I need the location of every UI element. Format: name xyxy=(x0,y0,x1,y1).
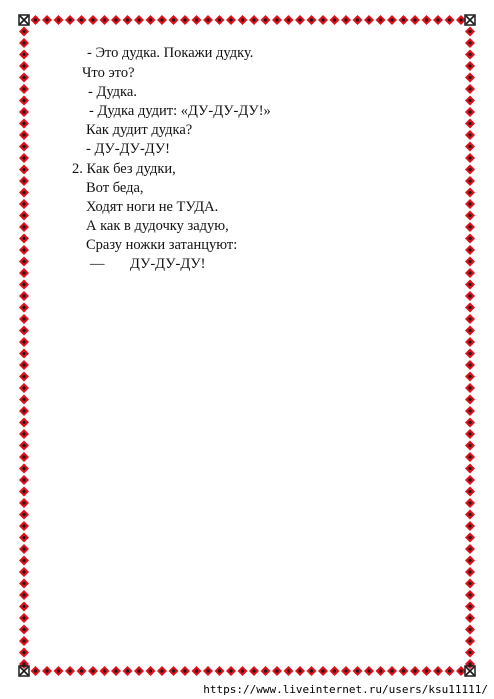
ornament-motif xyxy=(465,222,475,232)
ornament-motif xyxy=(465,153,475,163)
ornament-motif xyxy=(19,280,29,290)
ornament-motif xyxy=(19,130,29,140)
ornament-motif xyxy=(31,666,41,676)
ornament-motif xyxy=(465,556,475,566)
ornament-motif xyxy=(465,314,475,324)
ornament-motif xyxy=(465,107,475,117)
ornament-motif xyxy=(465,648,475,658)
ornament-motif xyxy=(422,15,432,25)
ornament-motif xyxy=(19,314,29,324)
ornament-motif xyxy=(465,567,475,577)
corner-ornament-icon xyxy=(464,14,476,26)
ornament-motif xyxy=(465,418,475,428)
ornament-motif xyxy=(19,73,29,83)
poem-line-final-text: ДУ-ДУ-ДУ! xyxy=(130,256,206,272)
ornament-motif xyxy=(465,326,475,336)
ornament-motif xyxy=(226,15,236,25)
ornament-motif xyxy=(433,666,443,676)
ornament-motif xyxy=(465,130,475,140)
ornament-motif xyxy=(465,291,475,301)
corner-ornament-icon xyxy=(18,14,30,26)
ornament-motif xyxy=(123,15,133,25)
ornament-motif xyxy=(465,475,475,485)
poem-line: А как в дудочку задую, xyxy=(86,218,229,234)
ornament-motif xyxy=(330,666,340,676)
ornament-motif xyxy=(465,429,475,439)
ornament-motif xyxy=(465,61,475,71)
ornament-motif xyxy=(19,648,29,658)
ornament-border-right xyxy=(464,14,476,677)
poem-line: - Это дудка. Покажи дудку. xyxy=(87,45,254,61)
ornament-motif xyxy=(19,602,29,612)
ornament-motif xyxy=(364,15,374,25)
ornament-motif xyxy=(180,666,190,676)
ornament-motif xyxy=(433,15,443,25)
ornament-motif xyxy=(19,429,29,439)
ornament-motif xyxy=(465,625,475,635)
ornament-motif xyxy=(307,666,317,676)
ornament-motif xyxy=(465,142,475,152)
poem-line: Ходят ноги не ТУДА. xyxy=(86,199,219,215)
ornament-motif xyxy=(157,666,167,676)
ornament-motif xyxy=(19,303,29,313)
ornament-motif xyxy=(399,666,409,676)
ornament-motif xyxy=(465,510,475,520)
ornament-motif xyxy=(19,96,29,106)
ornament-motif xyxy=(465,211,475,221)
ornament-motif xyxy=(465,636,475,646)
poem-line: - Дудка. xyxy=(88,84,137,100)
ornament-motif xyxy=(19,636,29,646)
ornament-motif xyxy=(77,666,87,676)
ornament-motif xyxy=(42,15,52,25)
ornament-motif xyxy=(318,666,328,676)
ornament-motif xyxy=(272,666,282,676)
ornament-motif xyxy=(465,590,475,600)
ornament-motif xyxy=(192,15,202,25)
ornament-motif xyxy=(19,464,29,474)
ornament-motif xyxy=(19,153,29,163)
ornament-motif xyxy=(19,61,29,71)
ornament-motif xyxy=(77,15,87,25)
ornament-motif xyxy=(465,487,475,497)
ornament-motif xyxy=(65,15,75,25)
ornament-motif xyxy=(376,15,386,25)
ornament-motif xyxy=(19,556,29,566)
ornament-motif xyxy=(376,666,386,676)
ornament-motif xyxy=(19,521,29,531)
ornament-motif xyxy=(284,15,294,25)
ornament-motif xyxy=(465,199,475,209)
ornament-motif xyxy=(422,666,432,676)
ornament-motif xyxy=(19,590,29,600)
ornament-motif xyxy=(19,349,29,359)
ornament-motif xyxy=(249,666,259,676)
ornament-motif xyxy=(203,666,213,676)
poem-line: Как дудит дудка? xyxy=(86,122,193,138)
ornament-motif xyxy=(465,119,475,129)
ornament-motif xyxy=(19,234,29,244)
ornament-motif xyxy=(31,15,41,25)
ornament-motif xyxy=(465,498,475,508)
ornament-motif xyxy=(19,188,29,198)
ornament-motif xyxy=(399,15,409,25)
ornament-motif xyxy=(19,165,29,175)
ornament-motif xyxy=(169,666,179,676)
ornament-motif xyxy=(19,533,29,543)
ornament-motif xyxy=(19,613,29,623)
ornament-motif xyxy=(215,666,225,676)
ornament-motif xyxy=(465,38,475,48)
ornament-motif xyxy=(318,15,328,25)
ornament-motif xyxy=(465,188,475,198)
ornament-motif xyxy=(445,666,455,676)
ornament-motif xyxy=(465,613,475,623)
ornament-motif xyxy=(19,360,29,370)
ornament-motif xyxy=(88,666,98,676)
ornament-motif xyxy=(465,73,475,83)
ornament-motif xyxy=(341,15,351,25)
ornament-motif xyxy=(261,15,271,25)
ornament-motif xyxy=(169,15,179,25)
ornament-motif xyxy=(465,372,475,382)
ornament-motif xyxy=(146,15,156,25)
poem-line: Что это? xyxy=(82,65,135,81)
ornament-motif xyxy=(19,544,29,554)
ornament-motif xyxy=(19,119,29,129)
ornament-motif xyxy=(387,666,397,676)
ornament-motif xyxy=(19,142,29,152)
ornament-motif xyxy=(465,84,475,94)
ornament-border-bottom xyxy=(18,665,476,677)
ornament-motif xyxy=(19,257,29,267)
ornament-motif xyxy=(445,15,455,25)
ornament-motif xyxy=(387,15,397,25)
ornament-border-left xyxy=(18,14,30,677)
ornament-motif xyxy=(465,533,475,543)
ornament-motif xyxy=(465,280,475,290)
ornament-motif xyxy=(19,211,29,221)
ornament-motif xyxy=(226,666,236,676)
ornament-motif xyxy=(19,418,29,428)
ornament-motif xyxy=(19,383,29,393)
ornament-motif xyxy=(465,234,475,244)
poem-line-final xyxy=(90,255,206,275)
ornament-motif xyxy=(465,245,475,255)
ornament-motif xyxy=(192,666,202,676)
ornament-motif xyxy=(465,452,475,462)
poem-line: - Дудка дудит: «ДУ-ДУ-ДУ!» xyxy=(89,103,271,119)
ornament-motif xyxy=(134,15,144,25)
ornament-motif xyxy=(465,383,475,393)
ornament-motif xyxy=(111,666,121,676)
ornament-motif xyxy=(465,50,475,60)
ornament-motif xyxy=(19,395,29,405)
ornament-motif xyxy=(100,666,110,676)
ornament-motif xyxy=(19,27,29,37)
ornament-motif xyxy=(410,15,420,25)
ornament-motif xyxy=(465,579,475,589)
ornament-motif xyxy=(157,15,167,25)
ornament-motif xyxy=(465,406,475,416)
ornament-motif xyxy=(465,257,475,267)
ornament-motif xyxy=(465,544,475,554)
ornament-motif xyxy=(465,176,475,186)
ornament-motif xyxy=(19,38,29,48)
ornament-motif xyxy=(465,268,475,278)
corner-ornament-icon xyxy=(18,665,30,677)
ornament-motif xyxy=(134,666,144,676)
ornament-motif xyxy=(465,27,475,37)
ornament-motif xyxy=(19,441,29,451)
ornament-motif xyxy=(465,165,475,175)
ornament-motif xyxy=(465,464,475,474)
ornament-motif xyxy=(465,96,475,106)
ornament-motif xyxy=(19,268,29,278)
ornament-motif xyxy=(54,15,64,25)
poem-line: - ДУ-ДУ-ДУ! xyxy=(86,141,170,157)
ornament-motif xyxy=(249,15,259,25)
ornament-motif xyxy=(261,666,271,676)
ornament-motif xyxy=(465,395,475,405)
ornament-motif xyxy=(19,50,29,60)
ornament-motif xyxy=(19,337,29,347)
ornament-motif xyxy=(65,666,75,676)
ornament-motif xyxy=(88,15,98,25)
ornament-motif xyxy=(19,625,29,635)
ornament-motif xyxy=(19,475,29,485)
ornament-motif xyxy=(19,567,29,577)
ornament-motif xyxy=(465,360,475,370)
ornament-motif xyxy=(465,602,475,612)
ornament-motif xyxy=(146,666,156,676)
ornament-motif xyxy=(19,107,29,117)
ornament-motif xyxy=(465,349,475,359)
ornament-motif xyxy=(353,15,363,25)
ornament-motif xyxy=(19,487,29,497)
ornament-motif xyxy=(238,15,248,25)
em-dash: — xyxy=(90,256,105,272)
ornament-motif xyxy=(19,372,29,382)
ornament-motif xyxy=(100,15,110,25)
ornament-motif xyxy=(123,666,133,676)
ornament-motif xyxy=(19,579,29,589)
ornament-motif xyxy=(203,15,213,25)
watermark-url: https://www.liveinternet.ru/users/ksu11111/ xyxy=(203,683,488,696)
ornament-motif xyxy=(295,666,305,676)
ornament-motif xyxy=(410,666,420,676)
ornament-motif xyxy=(42,666,52,676)
ornament-motif xyxy=(465,303,475,313)
poem-line: 2. Как без дудки, xyxy=(72,161,176,177)
ornament-motif xyxy=(54,666,64,676)
ornament-motif xyxy=(111,15,121,25)
ornament-motif xyxy=(465,441,475,451)
corner-ornament-icon xyxy=(464,665,476,677)
ornament-motif xyxy=(284,666,294,676)
ornament-motif xyxy=(330,15,340,25)
ornament-motif xyxy=(19,222,29,232)
ornament-motif xyxy=(465,521,475,531)
ornament-motif xyxy=(465,337,475,347)
ornament-motif xyxy=(272,15,282,25)
ornament-motif xyxy=(19,291,29,301)
ornament-motif xyxy=(364,666,374,676)
ornament-motif xyxy=(19,199,29,209)
poem-line: Сразу ножки затанцуют: xyxy=(86,237,238,253)
ornament-motif xyxy=(19,245,29,255)
ornament-motif xyxy=(19,326,29,336)
ornament-motif xyxy=(19,176,29,186)
ornament-motif xyxy=(180,15,190,25)
ornament-motif xyxy=(19,406,29,416)
ornament-border-top xyxy=(18,14,476,26)
ornament-motif xyxy=(19,452,29,462)
ornament-motif xyxy=(19,498,29,508)
ornament-motif xyxy=(238,666,248,676)
ornament-motif xyxy=(307,15,317,25)
ornament-motif xyxy=(353,666,363,676)
poem-line: Вот беда, xyxy=(86,180,144,196)
ornament-motif xyxy=(19,84,29,94)
ornament-motif xyxy=(19,510,29,520)
ornament-motif xyxy=(215,15,225,25)
ornament-motif xyxy=(341,666,351,676)
ornament-motif xyxy=(295,15,305,25)
